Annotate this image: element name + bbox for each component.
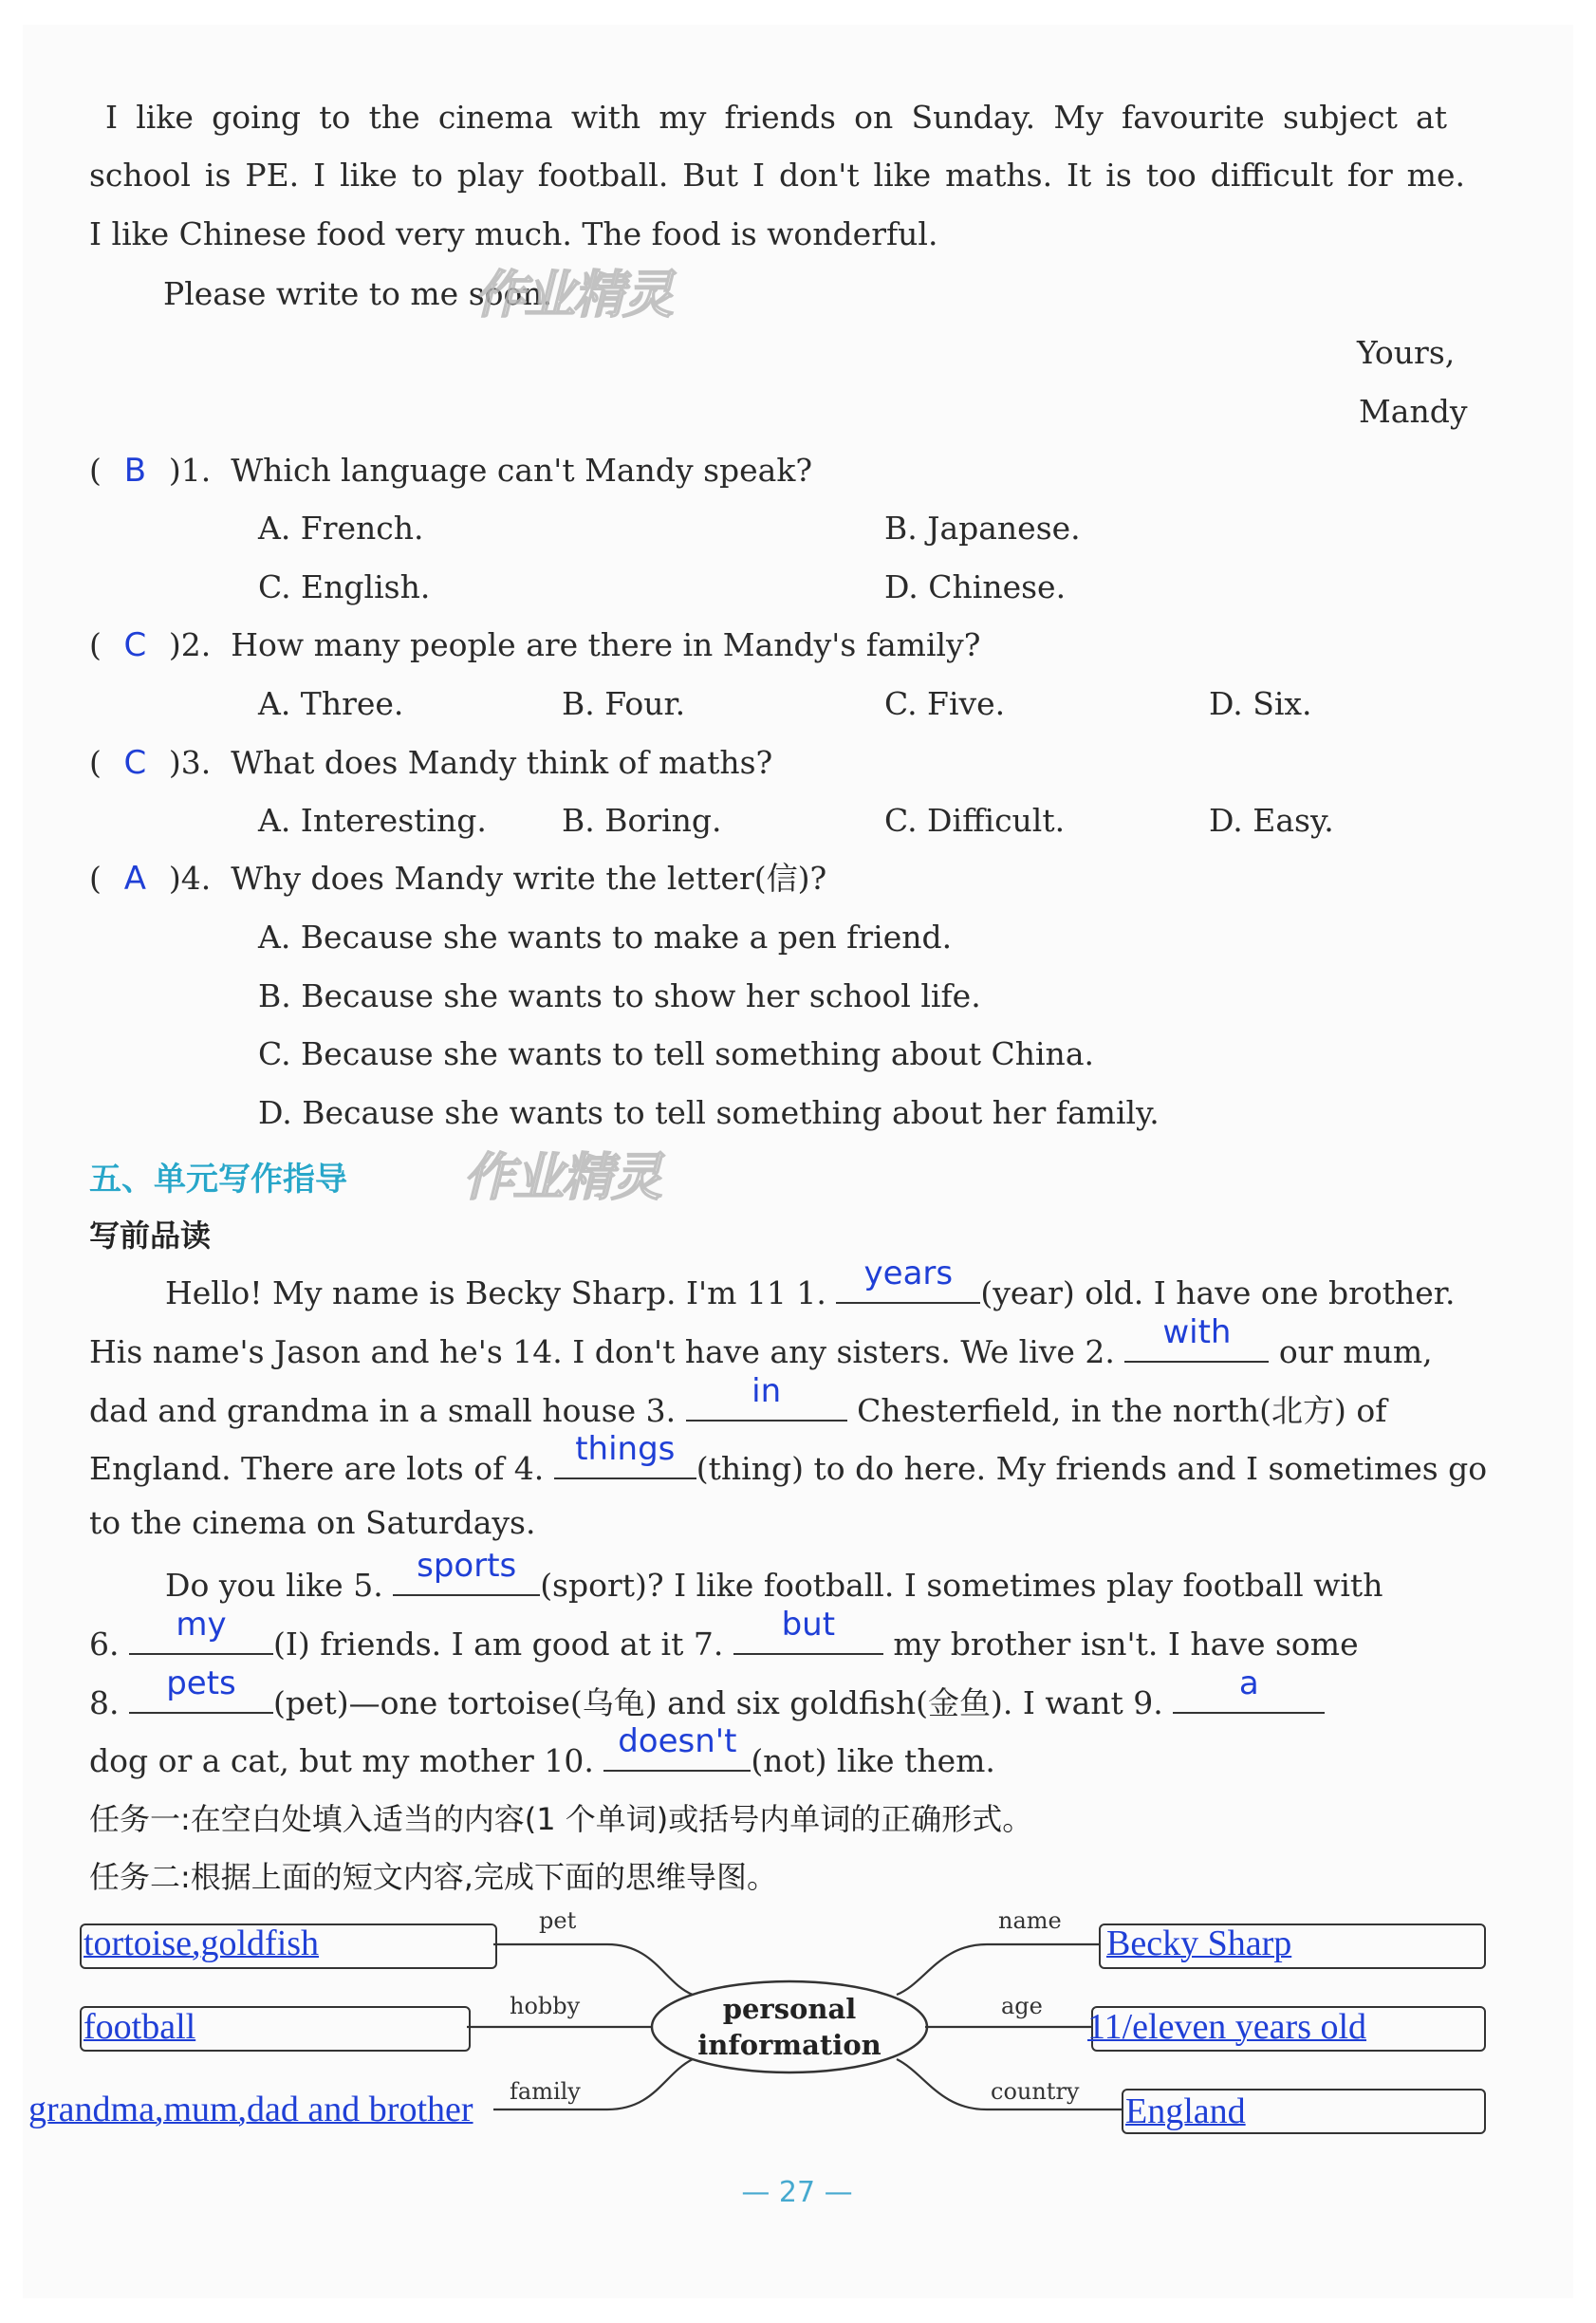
- blank-10: doesn't: [603, 1738, 751, 1772]
- option: D. Because she wants to tell something about her family.: [258, 1094, 1160, 1131]
- option: B. Because she wants to show her school life.: [258, 977, 981, 1014]
- blank-1: years: [836, 1270, 980, 1304]
- mindmap-label-pet: pet: [539, 1907, 577, 1934]
- section-subtitle: 写前品读: [89, 1217, 212, 1254]
- mindmap-label-name: name: [998, 1907, 1062, 1934]
- task-1: 任务一:在空白处填入适当的内容(1 个单词)或括号内单词的正确形式。: [89, 1801, 1033, 1837]
- passage-line: dog or a cat, but my mother 10. doesn't (not) like them.: [89, 1722, 995, 1779]
- mindmap-label-country: country: [991, 2078, 1080, 2105]
- blank-3: in: [686, 1387, 847, 1422]
- blank-5: sports: [393, 1562, 540, 1596]
- mindmap-answer-family: grandma,mum,dad and brother: [28, 2090, 473, 2129]
- answer-4: A: [123, 860, 146, 898]
- watermark: 作业精灵: [474, 265, 672, 325]
- blank-9: a: [1173, 1680, 1325, 1714]
- letter-line: school is PE. I like to play football. But I don't like maths. It is too difficult for me.: [89, 157, 1465, 194]
- option: D. Chinese.: [884, 568, 1067, 605]
- letter-line: Please write to me soon.: [163, 275, 553, 312]
- option: A. Three.: [258, 685, 404, 722]
- question-4: ( A )4. Why does Mandy write the letter(信)?: [89, 860, 827, 898]
- passage-line: Hello! My name is Becky Sharp. I'm 11 1. years (year) old. I have one brother.: [165, 1254, 1456, 1311]
- mindmap-answer-country: England: [1125, 2091, 1246, 2131]
- passage-line: dad and grandma in a small house 3. in Chesterfield, in the north(北方) of: [89, 1372, 1387, 1429]
- mindmap-answer-hobby: football: [84, 2007, 196, 2047]
- blank-7: but: [733, 1621, 883, 1655]
- passage-line: Do you like 5. sports (sport)? I like football. I sometimes play football with: [165, 1547, 1383, 1604]
- question-2: ( C )2. How many people are there in Mandy's family?: [89, 626, 981, 664]
- answer-3: C: [123, 744, 147, 782]
- letter-closing: Yours,: [1357, 334, 1456, 371]
- mindmap-answer-pet: tortoise,goldfish: [84, 1923, 320, 1963]
- letter-line: I like Chinese food very much. The food is wonderful.: [89, 215, 938, 252]
- option: A. French.: [258, 510, 424, 547]
- option: D. Easy.: [1209, 802, 1334, 839]
- letter-line: I like going to the cinema with my friends on Sunday. My favourite subject at: [105, 99, 1447, 136]
- section-title: 五、单元写作指导: [89, 1161, 347, 1199]
- passage-line: 6. my (I) friends. I am good at it 7. but my brother isn't. I have some: [89, 1606, 1359, 1663]
- passage-line: England. There are lots of 4. things (thing) to do here. My friends and I sometimes go: [89, 1430, 1488, 1487]
- blank-8: pets: [129, 1680, 273, 1714]
- option: B. Japanese.: [884, 510, 1081, 547]
- option: D. Six.: [1209, 685, 1312, 722]
- mindmap-label-age: age: [1001, 1993, 1043, 2019]
- mindmap-label-hobby: hobby: [510, 1993, 581, 2019]
- option: A. Because she wants to make a pen friend.: [258, 919, 953, 956]
- question-1: ( B )1. Which language can't Mandy speak?: [89, 452, 813, 490]
- passage-line: 8. pets (pet)—one tortoise(乌龟) and six goldfish(金鱼). I want 9. a: [89, 1680, 1325, 1722]
- answer-1: B: [123, 452, 147, 490]
- mindmap-label-family: family: [510, 2078, 581, 2105]
- blank-6: my: [129, 1621, 273, 1655]
- task-2: 任务二:根据上面的短文内容,完成下面的思维导图。: [89, 1859, 777, 1895]
- option: C. Because she wants to tell something about China.: [258, 1035, 1094, 1072]
- option: C. Difficult.: [884, 802, 1066, 839]
- option: C. Five.: [884, 685, 1006, 722]
- blank-4: things: [554, 1445, 696, 1479]
- page-number: — 27 —: [741, 2176, 853, 2209]
- question-3: ( C )3. What does Mandy think of maths?: [89, 744, 773, 782]
- letter-signature: Mandy: [1359, 393, 1468, 430]
- blank-2: with: [1124, 1329, 1269, 1363]
- option: A. Interesting.: [258, 802, 487, 839]
- passage-line: to the cinema on Saturdays.: [89, 1504, 536, 1541]
- option: B. Four.: [562, 685, 686, 722]
- mindmap-answer-name: Becky Sharp: [1106, 1923, 1292, 1963]
- answer-2: C: [123, 626, 147, 664]
- mindmap-answer-age: 11/eleven years old: [1087, 2007, 1367, 2047]
- option: B. Boring.: [562, 802, 722, 839]
- mindmap-center: personal information: [697, 1993, 882, 2061]
- passage-line: His name's Jason and he's 14. I don't have any sisters. We live 2. with our mum,: [89, 1313, 1433, 1370]
- watermark: 作业精灵: [463, 1147, 660, 1207]
- option: C. English.: [258, 568, 431, 605]
